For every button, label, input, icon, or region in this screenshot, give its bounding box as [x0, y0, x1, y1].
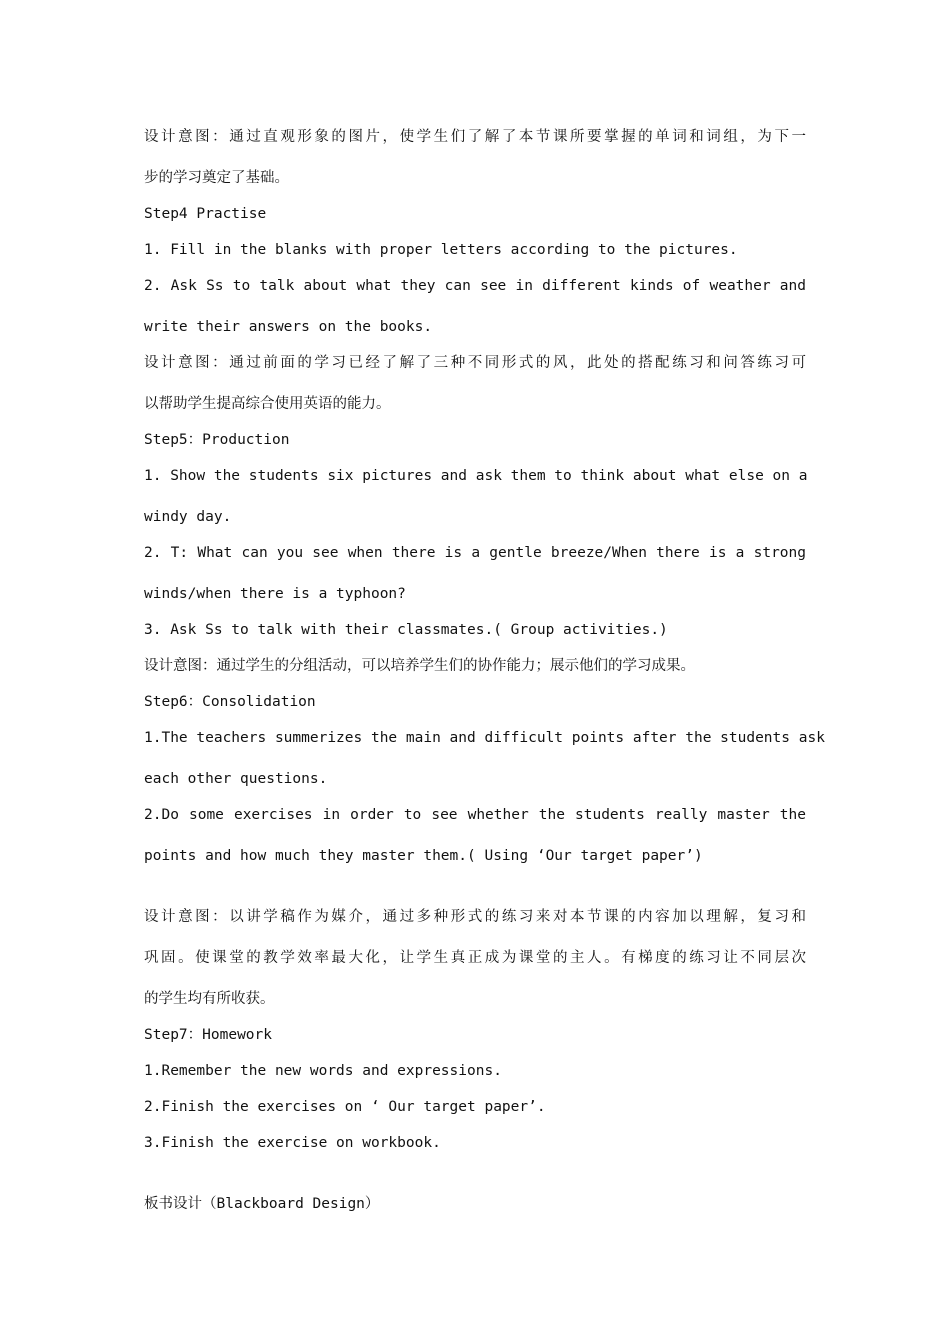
- step5-item-2-line-2: winds/when there is a typhoon?: [144, 586, 406, 602]
- step7-item-3: 3.Finish the exercise on workbook.: [144, 1135, 441, 1151]
- step6-item-1-line-2: each other questions.: [144, 771, 328, 787]
- step6-item-1-line-1: 1.The teachers summerizes the main and difficult points after the students ask: [144, 730, 825, 746]
- design-intent-3: 设计意图：通过学生的分组活动，可以培养学生们的协作能力；展示他们的学习成果。: [144, 658, 695, 674]
- design-intent-1-line-1: 设计意图：通过直观形象的图片，使学生们了解了本节课所要掌握的单词和词组，为下一: [144, 129, 806, 145]
- design-intent-1-line-2: 步的学习奠定了基础。: [144, 170, 289, 186]
- step4-item-2-line-1: 2. Ask Ss to talk about what they can see in different kinds of weather and: [144, 278, 806, 294]
- step4-heading: Step4 Practise: [144, 206, 267, 222]
- step6-item-2-line-1: 2.Do some exercises in order to see whether the students really master the: [144, 807, 806, 823]
- step5-item-2-line-1: 2. T: What can you see when there is a gentle breeze/When there is a strong: [144, 545, 806, 561]
- design-intent-4-line-1: 设计意图：以讲学稿作为媒介，通过多种形式的练习来对本节课的内容加以理解，复习和: [144, 909, 806, 925]
- step5-item-3: 3. Ask Ss to talk with their classmates.( Group activities.): [144, 622, 668, 638]
- step5-item-1-line-2: windy day.: [144, 509, 232, 525]
- design-intent-4-line-2: 巩固。使课堂的教学效率最大化，让学生真正成为课堂的主人。有梯度的练习让不同层次: [144, 950, 806, 966]
- design-intent-2-line-2: 以帮助学生提高综合使用英语的能力。: [144, 396, 391, 412]
- design-intent-2-line-1: 设计意图：通过前面的学习已经了解了三种不同形式的风，此处的搭配练习和问答练习可: [144, 355, 806, 371]
- step4-item-2-line-2: write their answers on the books.: [144, 319, 433, 335]
- step4-item-1: 1. Fill in the blanks with proper letters according to the pictures.: [144, 242, 738, 258]
- blackboard-design-heading: 板书设计（Blackboard Design）: [144, 1196, 380, 1212]
- step7-item-2: 2.Finish the exercises on ‘ Our target paper’.: [144, 1099, 546, 1115]
- step5-item-1-line-1: 1. Show the students six pictures and ask them to think about what else on a: [144, 468, 808, 484]
- step7-item-1: 1.Remember the new words and expressions.: [144, 1063, 502, 1079]
- step6-heading: Step6：Consolidation: [144, 694, 316, 710]
- design-intent-4-line-3: 的学生均有所收获。: [144, 991, 275, 1007]
- step5-heading: Step5：Production: [144, 432, 290, 448]
- step6-item-2-line-2: points and how much they master them.( Using ‘Our target paper’): [144, 848, 703, 864]
- step7-heading: Step7：Homework: [144, 1027, 272, 1043]
